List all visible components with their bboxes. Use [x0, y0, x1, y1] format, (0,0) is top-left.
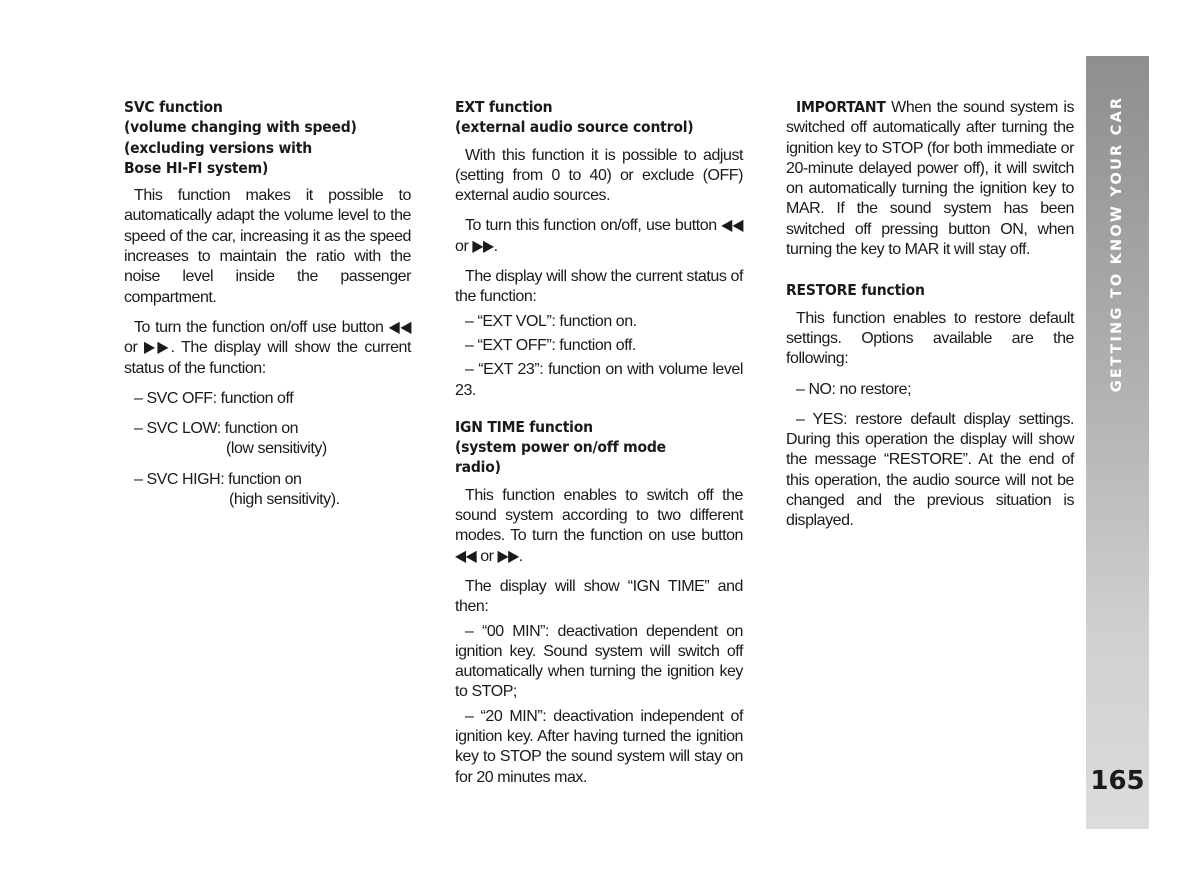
- restore-description: This function enables to restore default settings. Options available are the following:: [786, 309, 1074, 368]
- ext-description: With this function it is possible to adjust (setting from 0 to 40) or exclude (OFF) external audio sources.: [455, 146, 743, 205]
- svc-off-item: – SVC OFF: function off: [134, 389, 294, 407]
- ign-display-intro: The display will show “IGN TIME” and then:: [455, 577, 743, 616]
- important-note: [786, 97, 1074, 260]
- restore-no-item: – NO: no restore;: [796, 380, 912, 398]
- ext-instructions: To turn this function on/off, use button ◀◀ or ▶▶.: [455, 217, 743, 255]
- important-label: IMPORTANT: [796, 98, 886, 116]
- ext-off-item: – “EXT OFF”: function off.: [465, 336, 636, 354]
- ign-00-min-item: – “00 MIN”: deactivation dependent on ignition key. Sound system will switch off automatically when turning the ignition key to STOP;: [455, 622, 743, 701]
- svc-low-item: – SVC LOW: function on (low sensitivity): [134, 420, 327, 458]
- column-2: [455, 97, 743, 798]
- ext-status-intro: The display will show the current status of the function:: [455, 268, 743, 306]
- svc-heading: SVC function (volume changing with speed) (excluding versions with Bose HI-FI system): [124, 98, 357, 177]
- column-3: [786, 97, 1074, 542]
- ign-description: This function enables to switch off the sound system according to two different modes. To turn the function on use button ◀◀ or ▶▶.: [455, 486, 743, 565]
- svc-instructions: To turn the function on/off use button ◀◀ or ▶▶. The display will show the current status of the function:: [124, 318, 411, 377]
- page-number: 165: [1090, 766, 1145, 796]
- ign-20-min-item: – “20 MIN”: deactivation independent of ignition key. After having turned the ignition key to STOP the sound system will stay on for 20 minutes max.: [455, 707, 743, 786]
- column-1: [124, 97, 411, 520]
- important-text: When the sound system is switched off automatically after turning the ignition key to STOP (for both immediate or 20-minute delayed power off), it will switch on automatically turning the ignition key to MAR. If the sound system has been switched off pressing button ON, when turning the key to MAR it will stay off.: [786, 99, 1075, 259]
- restore-yes-item: – YES: restore default display settings. During this operation the display will show the message “RESTORE”. At the end of this operation, the audio source will not be changed and the previous situation is displayed.: [786, 410, 1074, 530]
- ign-heading: IGN TIME function (system power on/off mode radio): [455, 417, 666, 477]
- section-title: GETTING TO KNOW YOUR CAR: [1109, 95, 1125, 393]
- restore-heading: RESTORE function: [786, 281, 925, 300]
- svc-description: This function makes it possible to automatically adapt the volume level to the speed of the car, increasing it as the speed increases to maintain the ratio with the noise level inside the passenger compartment.: [124, 187, 411, 306]
- ext-23-item: – “EXT 23”: function on with volume level 23.: [455, 361, 743, 399]
- ext-vol-item: – “EXT VOL”: function on.: [465, 312, 637, 330]
- ext-heading: EXT function (external audio source control): [455, 98, 694, 137]
- svc-high-item: – SVC HIGH: function on (high sensitivity).: [134, 470, 340, 509]
